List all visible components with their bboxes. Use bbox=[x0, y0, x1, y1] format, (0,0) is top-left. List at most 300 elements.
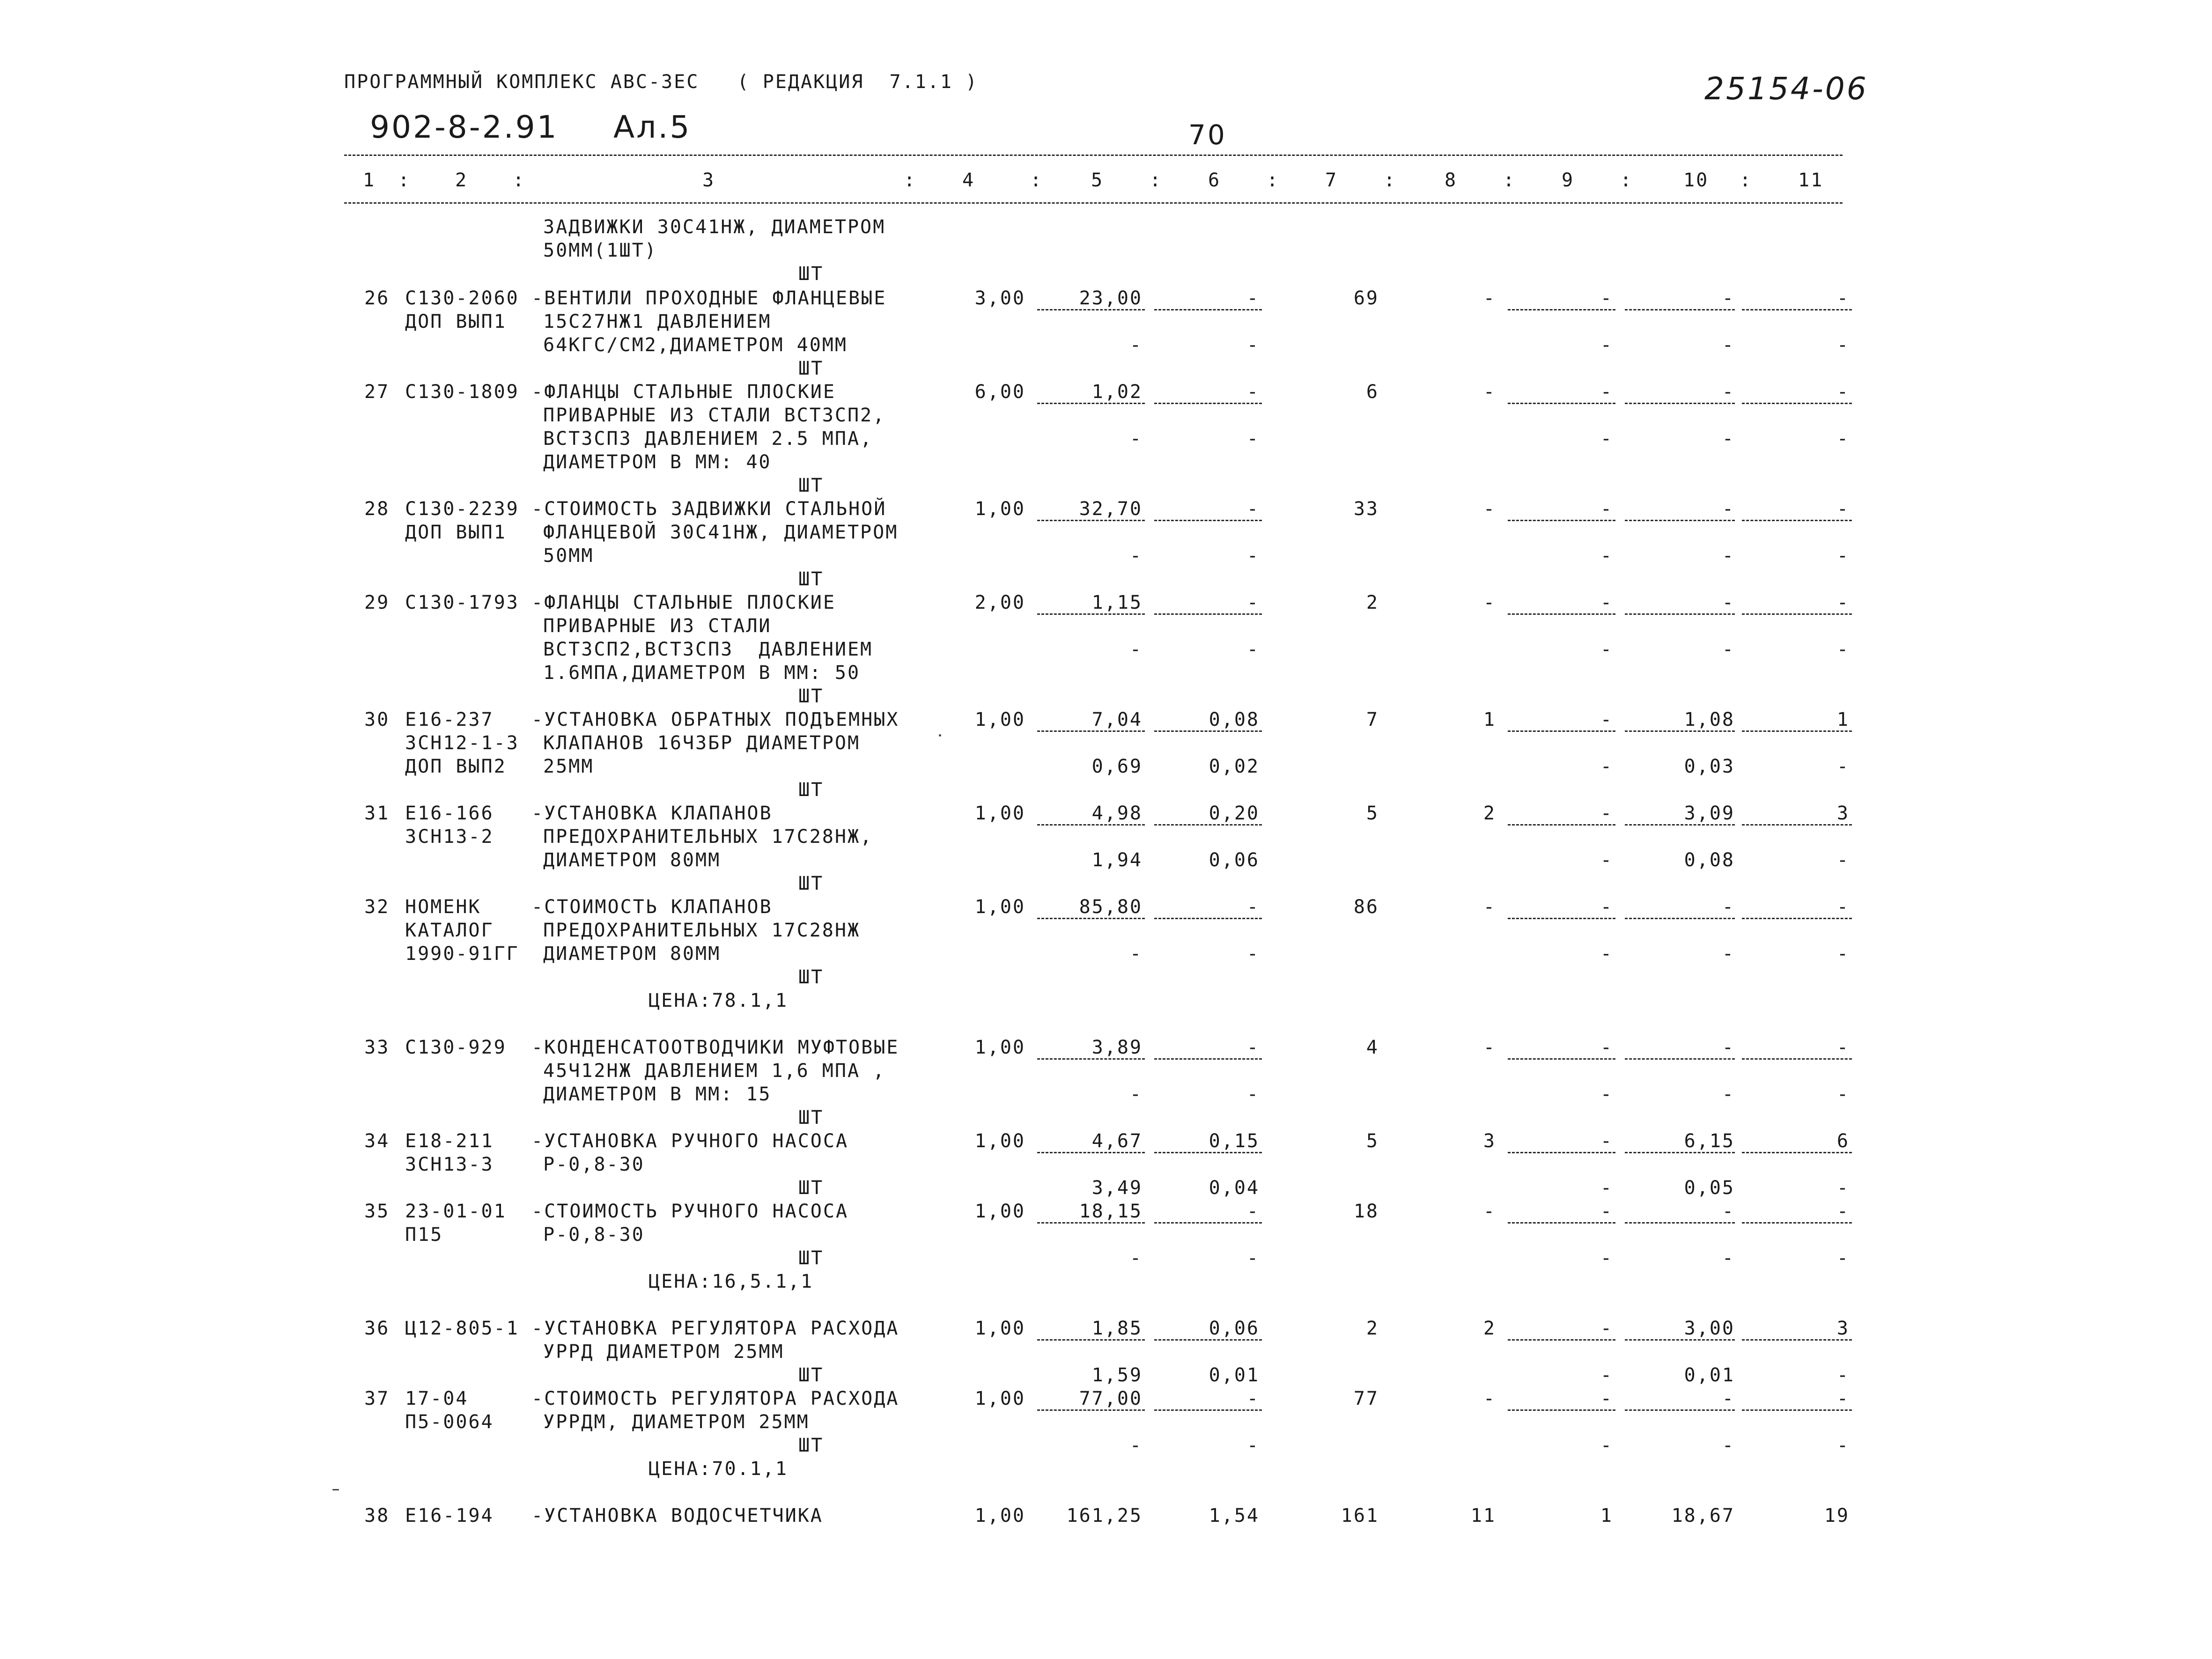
subvalue-c10: 0,01 bbox=[1684, 1364, 1735, 1386]
value-c7: 18 bbox=[1353, 1201, 1379, 1222]
scan-speck bbox=[332, 1489, 339, 1490]
value-c4: 1,00 bbox=[974, 1037, 1025, 1058]
value-c7: 69 bbox=[1353, 288, 1379, 309]
value-c11: - bbox=[1836, 498, 1850, 520]
subvalue-c10: - bbox=[1722, 943, 1735, 965]
cost-underline bbox=[1625, 1339, 1735, 1341]
column-header-11: 11 bbox=[1798, 170, 1824, 191]
work-description: 1.6МПА,ДИАМЕТРОМ В ММ: 50 bbox=[543, 662, 861, 684]
subvalue-c10: 0,03 bbox=[1684, 756, 1735, 777]
column-separator: : bbox=[904, 170, 917, 191]
row-number: 27 bbox=[364, 381, 390, 403]
subvalue-c10: 0,08 bbox=[1684, 849, 1735, 871]
value-c11: - bbox=[1836, 1201, 1850, 1222]
archive-number: 25154-06 bbox=[1704, 71, 1868, 107]
subvalue-c10: - bbox=[1722, 545, 1735, 567]
value-c10: 18,67 bbox=[1671, 1505, 1735, 1526]
program-header: ПРОГРАММНЫЙ КОМПЛЕКС АВС-3ЕС ( РЕДАКЦИЯ 7.1.1 ) bbox=[344, 71, 979, 93]
work-description: ВСТ3СП2,ВСТ3СП3 ДАВЛЕНИЕМ bbox=[543, 639, 873, 660]
cost-underline bbox=[1625, 730, 1735, 732]
value-c5: 32,70 bbox=[1079, 498, 1143, 520]
work-description: -СТОИМОСТЬ КЛАПАНОВ bbox=[531, 896, 773, 918]
column-header-9: 9 bbox=[1562, 170, 1575, 191]
subvalue-c5: - bbox=[1129, 943, 1143, 965]
subvalue-c10: - bbox=[1722, 1247, 1735, 1269]
value-c10: - bbox=[1722, 592, 1735, 613]
value-c5: 7,04 bbox=[1091, 709, 1143, 730]
value-c6: - bbox=[1246, 498, 1260, 520]
page-number: 70 bbox=[1188, 119, 1227, 151]
unit-label: ШТ bbox=[798, 873, 824, 894]
subvalue-c5: - bbox=[1129, 639, 1143, 660]
column-separator: : bbox=[1267, 170, 1280, 191]
cost-underline bbox=[1037, 1152, 1145, 1153]
norm-code: Е16-237 bbox=[405, 709, 494, 730]
norm-code: КАТАЛОГ bbox=[405, 920, 494, 941]
subvalue-c9: - bbox=[1600, 1247, 1613, 1269]
cost-underline bbox=[1742, 1409, 1852, 1411]
cost-underline bbox=[1154, 1339, 1262, 1341]
value-c11: 3 bbox=[1836, 1318, 1850, 1339]
unit-label: ШТ bbox=[798, 475, 824, 496]
subvalue-c10: - bbox=[1722, 1084, 1735, 1105]
unit-label: ШТ bbox=[798, 568, 824, 590]
subvalue-c9: - bbox=[1600, 756, 1613, 777]
subvalue-c6: 0,01 bbox=[1209, 1364, 1260, 1386]
value-c4: 1,00 bbox=[974, 709, 1025, 730]
column-header-3: 3 bbox=[702, 170, 715, 191]
value-c4: 1,00 bbox=[974, 1130, 1025, 1152]
cost-underline bbox=[1154, 1058, 1262, 1060]
value-c6: - bbox=[1246, 1388, 1260, 1409]
unit-label: ШТ bbox=[798, 686, 824, 707]
subvalue-c11: - bbox=[1836, 1364, 1850, 1386]
value-c5: 161,25 bbox=[1066, 1505, 1143, 1526]
value-c8: - bbox=[1483, 381, 1496, 403]
column-separator: : bbox=[1030, 170, 1043, 191]
subvalue-c10: - bbox=[1722, 1435, 1735, 1456]
column-header-10: 10 bbox=[1683, 170, 1709, 191]
price-reference: ЦЕНА:16,5.1,1 bbox=[649, 1271, 814, 1292]
value-c7: 5 bbox=[1366, 803, 1379, 824]
value-c9: - bbox=[1600, 1037, 1613, 1058]
value-c8: - bbox=[1483, 1388, 1496, 1409]
norm-code: ДОП ВЫП1 bbox=[405, 522, 507, 543]
value-c8: 11 bbox=[1470, 1505, 1496, 1526]
subvalue-c9: - bbox=[1600, 639, 1613, 660]
norm-code: ЗСН13-2 bbox=[405, 826, 494, 848]
column-header-4: 4 bbox=[962, 170, 975, 191]
norm-code: Е18-211 bbox=[405, 1130, 494, 1152]
value-c9: - bbox=[1600, 1130, 1613, 1152]
subvalue-c11: - bbox=[1836, 1435, 1850, 1456]
subvalue-c5: - bbox=[1129, 1084, 1143, 1105]
unit-label: ШТ bbox=[798, 779, 824, 801]
column-header-6: 6 bbox=[1208, 170, 1221, 191]
value-c5: 18,15 bbox=[1079, 1201, 1143, 1222]
norm-code: НОМЕНК bbox=[405, 896, 481, 918]
value-c7: 2 bbox=[1366, 1318, 1379, 1339]
cost-underline bbox=[1625, 309, 1735, 310]
subvalue-c9: - bbox=[1600, 428, 1613, 450]
subvalue-c11: - bbox=[1836, 849, 1850, 871]
scan-speck bbox=[939, 734, 941, 737]
value-c10: 1,08 bbox=[1684, 709, 1735, 730]
subvalue-c6: 0,04 bbox=[1209, 1177, 1260, 1199]
cost-underline bbox=[1037, 824, 1145, 826]
row-number: 37 bbox=[364, 1388, 390, 1409]
column-separator: : bbox=[513, 170, 526, 191]
cost-underline bbox=[1742, 1152, 1852, 1153]
norm-code: Е16-194 bbox=[405, 1505, 494, 1526]
row-number: 32 bbox=[364, 896, 390, 918]
value-c5: 1,15 bbox=[1091, 592, 1143, 613]
subvalue-c6: - bbox=[1246, 1247, 1260, 1269]
row-number: 29 bbox=[364, 592, 390, 613]
cost-underline bbox=[1742, 309, 1852, 310]
header-top-dashed-line bbox=[344, 155, 1843, 156]
cost-underline bbox=[1154, 1409, 1262, 1411]
subvalue-c6: 0,06 bbox=[1209, 849, 1260, 871]
value-c5: 3,89 bbox=[1091, 1037, 1143, 1058]
unit-label: ШТ bbox=[798, 358, 824, 379]
work-description: -ФЛАНЦЫ СТАЛЬНЫЕ ПЛОСКИЕ bbox=[531, 381, 836, 403]
unit-label: ШТ bbox=[798, 1435, 824, 1456]
row-number: 26 bbox=[364, 288, 390, 309]
value-c5: 1,02 bbox=[1091, 381, 1143, 403]
value-c11: - bbox=[1836, 896, 1850, 918]
subvalue-c10: 0,05 bbox=[1684, 1177, 1735, 1199]
cost-underline bbox=[1154, 613, 1262, 615]
cost-underline bbox=[1742, 1339, 1852, 1341]
column-header-7: 7 bbox=[1325, 170, 1338, 191]
subvalue-c5: - bbox=[1129, 545, 1143, 567]
subvalue-c11: - bbox=[1836, 943, 1850, 965]
subvalue-c10: - bbox=[1722, 428, 1735, 450]
cost-underline bbox=[1742, 1058, 1852, 1060]
work-description: ПРИВАРНЫЕ ИЗ СТАЛИ bbox=[543, 615, 772, 637]
norm-code: С130-2239 bbox=[405, 498, 519, 520]
cost-underline bbox=[1508, 1222, 1615, 1224]
value-c7: 77 bbox=[1353, 1388, 1379, 1409]
value-c4: 1,00 bbox=[974, 1505, 1025, 1526]
norm-code: Ц12-805-1 bbox=[405, 1318, 519, 1339]
cost-underline bbox=[1508, 730, 1615, 732]
subvalue-c6: 0,02 bbox=[1209, 756, 1260, 777]
cost-underline bbox=[1154, 403, 1262, 404]
norm-code: П5-0064 bbox=[405, 1411, 494, 1433]
value-c10: - bbox=[1722, 498, 1735, 520]
work-description: ДИАМЕТРОМ В ММ: 15 bbox=[543, 1084, 772, 1105]
row-number: 36 bbox=[364, 1318, 390, 1339]
value-c6: 0,08 bbox=[1209, 709, 1260, 730]
work-description: ДИАМЕТРОМ В ММ: 40 bbox=[543, 451, 772, 473]
value-c10: - bbox=[1722, 1037, 1735, 1058]
value-c7: 161 bbox=[1341, 1505, 1379, 1526]
subvalue-c10: - bbox=[1722, 639, 1735, 660]
cost-underline bbox=[1037, 730, 1145, 732]
work-description: ДИАМЕТРОМ 80ММ bbox=[543, 849, 721, 871]
subvalue-c9: - bbox=[1600, 1084, 1613, 1105]
norm-code: С130-1809 bbox=[405, 381, 519, 403]
work-description: ПРЕДОХРАНИТЕЛЬНЫХ 17С28НЖ bbox=[543, 920, 861, 941]
document-code: 902-8-2.91 bbox=[370, 109, 559, 145]
unit-label: ШТ bbox=[798, 263, 824, 285]
cost-underline bbox=[1154, 309, 1262, 310]
subvalue-c5: - bbox=[1129, 1247, 1143, 1269]
work-description: Р-0,8-30 bbox=[543, 1154, 645, 1175]
work-description: ВСТ3СП3 ДАВЛЕНИЕМ 2.5 МПА, bbox=[543, 428, 873, 450]
work-description: УРРД ДИАМЕТРОМ 25ММ bbox=[543, 1341, 784, 1363]
work-description: -УСТАНОВКА РЕГУЛЯТОРА РАСХОДА bbox=[531, 1318, 900, 1339]
value-c10: - bbox=[1722, 1201, 1735, 1222]
value-c7: 7 bbox=[1366, 709, 1379, 730]
cost-underline bbox=[1625, 403, 1735, 404]
column-separator: : bbox=[1150, 170, 1163, 191]
work-description: КЛАПАНОВ 16Ч3БР ДИАМЕТРОМ bbox=[543, 732, 861, 754]
value-c11: - bbox=[1836, 1388, 1850, 1409]
row-number: 34 bbox=[364, 1130, 390, 1152]
subvalue-c6: - bbox=[1246, 943, 1260, 965]
subvalue-c5: 1,94 bbox=[1091, 849, 1143, 871]
work-description: -УСТАНОВКА ВОДОСЧЕТЧИКА bbox=[531, 1505, 823, 1526]
value-c9: - bbox=[1600, 1388, 1613, 1409]
cost-underline bbox=[1508, 918, 1615, 919]
cost-underline bbox=[1154, 918, 1262, 919]
work-description: 45Ч12НЖ ДАВЛЕНИЕМ 1,6 МПА , bbox=[543, 1060, 886, 1082]
cost-underline bbox=[1508, 403, 1615, 404]
value-c4: 1,00 bbox=[974, 803, 1025, 824]
subvalue-c9: - bbox=[1600, 1435, 1613, 1456]
value-c4: 3,00 bbox=[974, 288, 1025, 309]
subvalue-c9: - bbox=[1600, 545, 1613, 567]
cost-underline bbox=[1742, 1222, 1852, 1224]
value-c8: 2 bbox=[1483, 803, 1496, 824]
cost-underline bbox=[1625, 918, 1735, 919]
subvalue-c5: - bbox=[1129, 334, 1143, 356]
value-c6: - bbox=[1246, 1201, 1260, 1222]
value-c9: - bbox=[1600, 1318, 1613, 1339]
cost-underline bbox=[1508, 1409, 1615, 1411]
value-c5: 23,00 bbox=[1079, 288, 1143, 309]
subvalue-c9: - bbox=[1600, 943, 1613, 965]
value-c7: 33 bbox=[1353, 498, 1379, 520]
subvalue-c6: - bbox=[1246, 1435, 1260, 1456]
value-c8: - bbox=[1483, 288, 1496, 309]
row-number: 31 bbox=[364, 803, 390, 824]
column-separator: : bbox=[1740, 170, 1753, 191]
value-c10: 3,09 bbox=[1684, 803, 1735, 824]
value-c9: - bbox=[1600, 381, 1613, 403]
cost-underline bbox=[1742, 403, 1852, 404]
cost-underline bbox=[1625, 824, 1735, 826]
value-c9: 1 bbox=[1600, 1505, 1613, 1526]
norm-code: ЗСН12-1-3 bbox=[405, 732, 519, 754]
cost-underline bbox=[1625, 1222, 1735, 1224]
cost-underline bbox=[1154, 1222, 1262, 1224]
value-c9: - bbox=[1600, 896, 1613, 918]
cost-underline bbox=[1625, 1152, 1735, 1153]
row-number: 35 bbox=[364, 1201, 390, 1222]
subvalue-c9: - bbox=[1600, 1364, 1613, 1386]
value-c7: 5 bbox=[1366, 1130, 1379, 1152]
work-description: 25ММ bbox=[543, 756, 594, 777]
value-c7: 2 bbox=[1366, 592, 1379, 613]
work-description: -СТОИМОСТЬ РЕГУЛЯТОРА РАСХОДА bbox=[531, 1388, 900, 1409]
column-separator: : bbox=[1384, 170, 1397, 191]
value-c5: 4,98 bbox=[1091, 803, 1143, 824]
unit-label: ШТ bbox=[798, 966, 824, 988]
work-description: -СТОИМОСТЬ РУЧНОГО НАСОСА bbox=[531, 1201, 849, 1222]
subvalue-c11: - bbox=[1836, 428, 1850, 450]
value-c6: - bbox=[1246, 381, 1260, 403]
cost-underline bbox=[1742, 520, 1852, 521]
cost-underline bbox=[1742, 730, 1852, 732]
album-number: Ал.5 bbox=[613, 109, 692, 145]
subvalue-c9: - bbox=[1600, 849, 1613, 871]
value-c11: 19 bbox=[1824, 1505, 1850, 1526]
value-c6: - bbox=[1246, 1037, 1260, 1058]
value-c6: - bbox=[1246, 896, 1260, 918]
work-description: 50ММ bbox=[543, 545, 594, 567]
value-c6: 0,20 bbox=[1209, 803, 1260, 824]
work-description: -ФЛАНЦЫ СТАЛЬНЫЕ ПЛОСКИЕ bbox=[531, 592, 836, 613]
work-description: -СТОИМОСТЬ ЗАДВИЖКИ СТАЛЬНОЙ bbox=[531, 498, 887, 520]
column-header-2: 2 bbox=[455, 170, 468, 191]
cost-underline bbox=[1508, 613, 1615, 615]
unit-label: ШТ bbox=[798, 1107, 824, 1128]
subvalue-c6: - bbox=[1246, 545, 1260, 567]
header-bottom-dashed-line bbox=[344, 202, 1843, 204]
subvalue-c6: - bbox=[1246, 428, 1260, 450]
norm-code: 1990-91ГГ bbox=[405, 943, 519, 965]
work-description: -ВЕНТИЛИ ПРОХОДНЫЕ ФЛАНЦЕВЫЕ bbox=[531, 288, 887, 309]
subvalue-c5: 0,69 bbox=[1091, 756, 1143, 777]
work-description: ФЛАНЦЕВОЙ 30С41НЖ, ДИАМЕТРОМ bbox=[543, 522, 899, 543]
value-c9: - bbox=[1600, 1201, 1613, 1222]
work-description: УРРДМ, ДИАМЕТРОМ 25ММ bbox=[543, 1411, 810, 1433]
cost-underline bbox=[1037, 520, 1145, 521]
work-description: -КОНДЕНСАТООТВОДЧИКИ МУФТОВЫЕ bbox=[531, 1037, 900, 1058]
value-c5: 77,00 bbox=[1079, 1388, 1143, 1409]
value-c11: 3 bbox=[1836, 803, 1850, 824]
row-number: 33 bbox=[364, 1037, 390, 1058]
cost-underline bbox=[1508, 824, 1615, 826]
value-c9: - bbox=[1600, 498, 1613, 520]
cost-underline bbox=[1625, 1058, 1735, 1060]
norm-code: С130-929 bbox=[405, 1037, 507, 1058]
subvalue-c5: - bbox=[1129, 1435, 1143, 1456]
row-number: 30 bbox=[364, 709, 390, 730]
subvalue-c11: - bbox=[1836, 1177, 1850, 1199]
cost-underline bbox=[1625, 520, 1735, 521]
cost-underline bbox=[1508, 1339, 1615, 1341]
cost-underline bbox=[1508, 1152, 1615, 1153]
value-c10: - bbox=[1722, 381, 1735, 403]
value-c6: - bbox=[1246, 592, 1260, 613]
value-c11: - bbox=[1836, 1037, 1850, 1058]
cost-underline bbox=[1037, 1058, 1145, 1060]
cost-underline bbox=[1037, 1339, 1145, 1341]
subvalue-c6: - bbox=[1246, 639, 1260, 660]
work-description: -УСТАНОВКА ОБРАТНЫХ ПОДЪЕМНЫХ bbox=[531, 709, 900, 730]
column-separator: : bbox=[1620, 170, 1633, 191]
cost-underline bbox=[1508, 1058, 1615, 1060]
norm-code: ДОП ВЫП2 bbox=[405, 756, 507, 777]
value-c11: 6 bbox=[1836, 1130, 1850, 1152]
value-c8: 3 bbox=[1483, 1130, 1496, 1152]
work-description: ПРИВАРНЫЕ ИЗ СТАЛИ ВСТ3СП2, bbox=[543, 405, 886, 426]
norm-code: ДОП ВЫП1 bbox=[405, 311, 507, 332]
cost-underline bbox=[1625, 1409, 1735, 1411]
value-c9: - bbox=[1600, 288, 1613, 309]
work-description: 50ММ(1ШТ) bbox=[543, 240, 657, 261]
norm-code: П15 bbox=[405, 1224, 443, 1246]
value-c11: 1 bbox=[1836, 709, 1850, 730]
subvalue-c11: - bbox=[1836, 756, 1850, 777]
value-c11: - bbox=[1836, 592, 1850, 613]
subvalue-c11: - bbox=[1836, 639, 1850, 660]
cost-underline bbox=[1154, 1152, 1262, 1153]
column-header-5: 5 bbox=[1091, 170, 1104, 191]
work-description: 64КГС/СМ2,ДИАМЕТРОМ 40ММ bbox=[543, 334, 848, 356]
value-c10: - bbox=[1722, 1388, 1735, 1409]
value-c10: 3,00 bbox=[1684, 1318, 1735, 1339]
value-c7: 4 bbox=[1366, 1037, 1379, 1058]
cost-underline bbox=[1037, 403, 1145, 404]
subvalue-c11: - bbox=[1836, 334, 1850, 356]
cost-underline bbox=[1508, 520, 1615, 521]
row-number: 28 bbox=[364, 498, 390, 520]
row-number: 38 bbox=[364, 1505, 390, 1526]
value-c5: 4,67 bbox=[1091, 1130, 1143, 1152]
work-description: ЗАДВИЖКИ 30С41НЖ, ДИАМЕТРОМ bbox=[543, 216, 886, 238]
unit-label: ШТ bbox=[798, 1364, 824, 1386]
column-separator: : bbox=[398, 170, 411, 191]
subvalue-c5: 3,49 bbox=[1091, 1177, 1143, 1199]
column-header-1: 1 bbox=[363, 170, 376, 191]
value-c5: 1,85 bbox=[1091, 1318, 1143, 1339]
subvalue-c9: - bbox=[1600, 1177, 1613, 1199]
cost-underline bbox=[1037, 1222, 1145, 1224]
cost-underline bbox=[1037, 1409, 1145, 1411]
work-description: -УСТАНОВКА КЛАПАНОВ bbox=[531, 803, 773, 824]
value-c4: 1,00 bbox=[974, 1318, 1025, 1339]
cost-underline bbox=[1625, 613, 1735, 615]
work-description: ДИАМЕТРОМ 80ММ bbox=[543, 943, 721, 965]
subvalue-c10: - bbox=[1722, 334, 1735, 356]
value-c4: 1,00 bbox=[974, 498, 1025, 520]
subvalue-c5: - bbox=[1129, 428, 1143, 450]
norm-code: ЗСН13-3 bbox=[405, 1154, 494, 1175]
norm-code: 23-01-01 bbox=[405, 1201, 507, 1222]
value-c11: - bbox=[1836, 288, 1850, 309]
subvalue-c9: - bbox=[1600, 334, 1613, 356]
cost-underline bbox=[1037, 918, 1145, 919]
norm-code: С130-2060 bbox=[405, 288, 519, 309]
value-c4: 2,00 bbox=[974, 592, 1025, 613]
subvalue-c11: - bbox=[1836, 545, 1850, 567]
value-c8: - bbox=[1483, 1201, 1496, 1222]
value-c8: - bbox=[1483, 896, 1496, 918]
value-c8: - bbox=[1483, 592, 1496, 613]
value-c4: 1,00 bbox=[974, 1201, 1025, 1222]
value-c10: 6,15 bbox=[1684, 1130, 1735, 1152]
value-c8: 1 bbox=[1483, 709, 1496, 730]
value-c8: - bbox=[1483, 1037, 1496, 1058]
norm-code: 17-04 bbox=[405, 1388, 469, 1409]
cost-underline bbox=[1508, 309, 1615, 310]
